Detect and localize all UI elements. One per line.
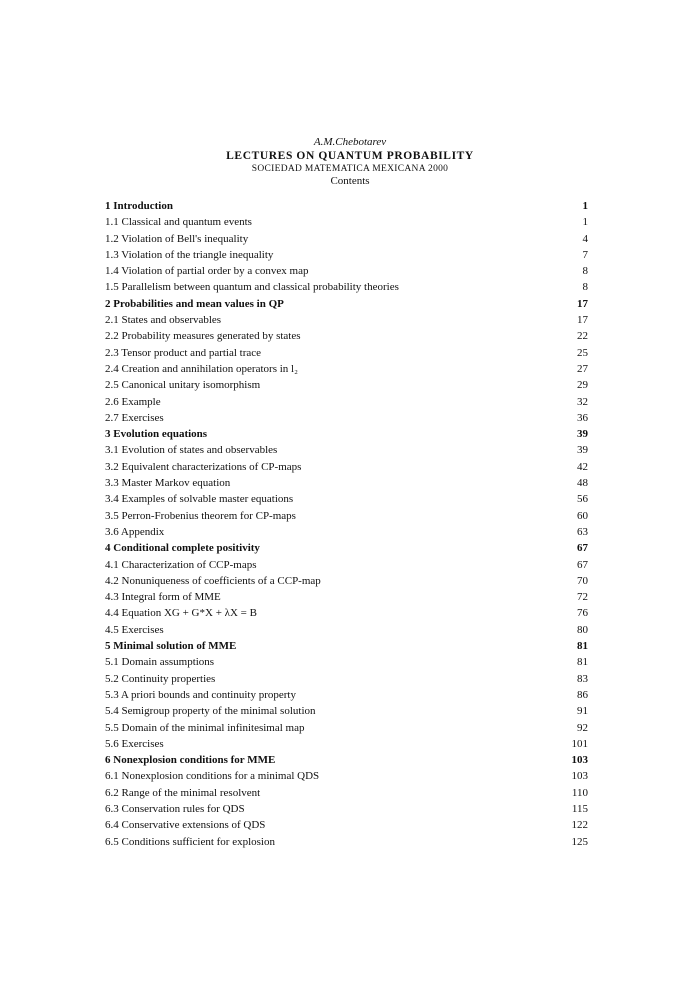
toc-section-row — [105, 475, 588, 491]
toc-entry-title: 5 Minimal solution of MME — [105, 640, 237, 653]
toc-entry-title: 2.2 Probability measures generated by states — [105, 330, 301, 343]
toc-entry-title: 2.5 Canonical unitary isomorphism — [105, 379, 261, 392]
toc-section-row — [105, 605, 588, 621]
toc-page-number: 27 — [577, 362, 588, 375]
toc-entry-title: 2.7 Exercises — [105, 411, 164, 424]
toc-entry-title: 3.4 Examples of solvable master equations — [105, 493, 294, 506]
toc-page-number: 56 — [577, 493, 588, 506]
toc-page-number: 63 — [577, 525, 588, 538]
toc-section-row — [105, 214, 588, 230]
toc-entry-title: 1.1 Classical and quantum events — [105, 216, 252, 229]
toc-entry-title: 6.1 Nonexplosion conditions for a minimal QDS — [105, 770, 320, 783]
toc-page-number: 67 — [577, 542, 588, 555]
toc-entry-title: 3.5 Perron-Frobenius theorem for CP-maps — [105, 509, 296, 522]
toc-entry-title: 3.3 Master Markov equation — [105, 477, 231, 490]
toc-page-number: 110 — [571, 786, 588, 799]
toc-page-number: 91 — [577, 705, 588, 718]
toc-page-number: 76 — [577, 607, 588, 620]
toc-entry-title: 4.3 Integral form of MME — [105, 591, 221, 604]
document-header — [0, 136, 700, 188]
toc-page-number: 17 — [577, 297, 588, 310]
toc-entry-title: 1 Introduction — [105, 200, 173, 212]
toc-section-row — [105, 557, 588, 573]
toc-section-row — [105, 410, 588, 426]
toc-page-number: 8 — [582, 265, 588, 278]
toc-section-row — [105, 622, 588, 638]
toc-entry-title: 1.2 Violation of Bell's inequality — [105, 232, 249, 245]
contents-heading: Contents — [330, 175, 370, 187]
toc-section-row — [105, 801, 588, 817]
toc-page-number: 83 — [577, 672, 588, 685]
toc-chapter-row — [105, 296, 588, 312]
toc-entry-title: 2 Probabilities and mean values in QP — [105, 297, 284, 310]
toc-page-number: 25 — [577, 346, 588, 359]
toc-entry-title: 6.2 Range of the minimal resolvent — [105, 786, 261, 799]
toc-page-number: 60 — [577, 509, 588, 522]
toc-section-row — [105, 687, 588, 703]
toc-page-number: 1 — [582, 200, 588, 212]
toc-section-row — [105, 442, 588, 458]
toc-page-number: 36 — [577, 411, 588, 424]
toc-section-row — [105, 279, 588, 295]
toc-entry-title: 2.1 States and observables — [105, 314, 222, 327]
toc-section-row — [105, 768, 588, 784]
toc-page-number: 48 — [577, 477, 588, 490]
toc-section-row — [105, 247, 588, 263]
toc-entry-title: 5.5 Domain of the minimal infinitesimal map — [105, 721, 305, 734]
toc-section-row — [105, 312, 588, 328]
toc-entry-title: 2.6 Example — [105, 395, 161, 408]
toc-section-row — [105, 377, 588, 393]
toc-entry-title: 4.2 Nonuniqueness of coefficients of a CCP-map — [105, 574, 321, 587]
toc-page-number: 72 — [577, 591, 588, 604]
toc-page-number: 103 — [571, 754, 588, 767]
toc-entry-title: 3.2 Equivalent characterizations of CP-maps — [105, 460, 302, 473]
toc-section-row — [105, 817, 588, 833]
toc-section-row — [105, 459, 588, 475]
toc-entry-title: 1.5 Parallelism between quantum and classical probability theories — [105, 281, 399, 294]
toc-entry-title: 3 Evolution equations — [105, 428, 208, 441]
toc-entry-title: 4.5 Exercises — [105, 623, 164, 636]
toc-section-row — [105, 834, 588, 850]
toc-section-row — [105, 589, 588, 605]
toc-page-number: 39 — [577, 444, 588, 457]
author-name: A.M.Chebotarev — [313, 136, 387, 148]
toc-page-number: 67 — [577, 558, 588, 571]
toc-page-number: 81 — [577, 656, 588, 669]
toc-entry-title: 5.2 Continuity properties — [105, 672, 216, 685]
publisher-line: SOCIEDAD MATEMATICA MEXICANA 2000 — [251, 164, 449, 174]
toc-entry-title: 4.1 Characterization of CCP-maps — [105, 558, 257, 571]
toc-page-number: 32 — [577, 395, 588, 408]
toc-page-number: 4 — [582, 232, 588, 245]
toc-section-row — [105, 671, 588, 687]
toc-page-number: 8 — [582, 281, 588, 294]
toc-entry-title: 6.5 Conditions sufficient for explosion — [105, 835, 275, 848]
toc-page-number: 115 — [571, 802, 588, 815]
toc-entry-title: 2.3 Tensor product and partial trace — [105, 346, 262, 359]
toc-page-number: 22 — [577, 330, 588, 343]
table-of-contents — [105, 198, 588, 850]
toc-page-number: 122 — [571, 819, 588, 832]
toc-section-row — [105, 491, 588, 507]
toc-page-number: 101 — [571, 737, 588, 750]
toc-entry-title: 5.1 Domain assumptions — [105, 656, 215, 669]
toc-chapter-row — [105, 752, 588, 768]
toc-page-number: 103 — [571, 770, 588, 783]
toc-entry-title: 4.4 Equation XG + G*X + λX = B — [105, 607, 257, 620]
toc-chapter-row — [105, 198, 588, 214]
toc-section-row — [105, 703, 588, 719]
toc-chapter-row — [105, 638, 588, 654]
toc-section-row — [105, 394, 588, 410]
toc-page-number: 80 — [577, 623, 588, 636]
toc-section-row — [105, 654, 588, 670]
toc-page-number: 81 — [577, 640, 588, 653]
toc-page-number: 17 — [577, 314, 588, 327]
toc-entry-title: 5.6 Exercises — [105, 737, 164, 750]
toc-section-row — [105, 361, 588, 377]
toc-page-number: 7 — [582, 248, 588, 261]
toc-entry-title: 5.4 Semigroup property of the minimal solution — [105, 705, 316, 718]
toc-entry-title: 6.3 Conservation rules for QDS — [105, 802, 245, 815]
toc-section-row — [105, 720, 588, 736]
toc-page-number: 39 — [577, 428, 588, 441]
toc-entry-title: 6.4 Conservative extensions of QDS — [105, 819, 266, 832]
toc-page-number: 70 — [577, 574, 588, 587]
toc-page-number: 92 — [577, 721, 588, 734]
toc-section-row — [105, 785, 588, 801]
toc-chapter-row — [105, 426, 588, 442]
book-title: LECTURES ON QUANTUM PROBABILITY — [226, 150, 474, 162]
toc-page-number: 1 — [582, 216, 588, 229]
toc-section-row — [105, 524, 588, 540]
toc-entry-title: 3.6 Appendix — [105, 525, 165, 538]
toc-entry-title: 6 Nonexplosion conditions for MME — [105, 754, 276, 767]
toc-entry-title: 1.3 Violation of the triangle inequality — [105, 248, 274, 261]
toc-section-row — [105, 263, 588, 279]
toc-entry-title: 4 Conditional complete positivity — [105, 542, 260, 555]
toc-entry-title: 2.4 Creation and annihilation operators in l₂ — [105, 362, 298, 375]
toc-section-row — [105, 508, 588, 524]
toc-entry-title: 3.1 Evolution of states and observables — [105, 444, 278, 457]
toc-section-row — [105, 736, 588, 752]
toc-page-number: 86 — [577, 688, 588, 701]
toc-section-row — [105, 345, 588, 361]
toc-entry-title: 1.4 Violation of partial order by a convex map — [105, 265, 309, 278]
toc-page-number: 42 — [577, 460, 588, 473]
toc-section-row — [105, 231, 588, 247]
toc-section-row — [105, 328, 588, 344]
toc-page-number: 29 — [577, 379, 588, 392]
toc-chapter-row — [105, 540, 588, 556]
toc-entry-title: 5.3 A priori bounds and continuity property — [105, 688, 296, 701]
toc-section-row — [105, 573, 588, 589]
toc-page-number: 125 — [571, 835, 588, 848]
